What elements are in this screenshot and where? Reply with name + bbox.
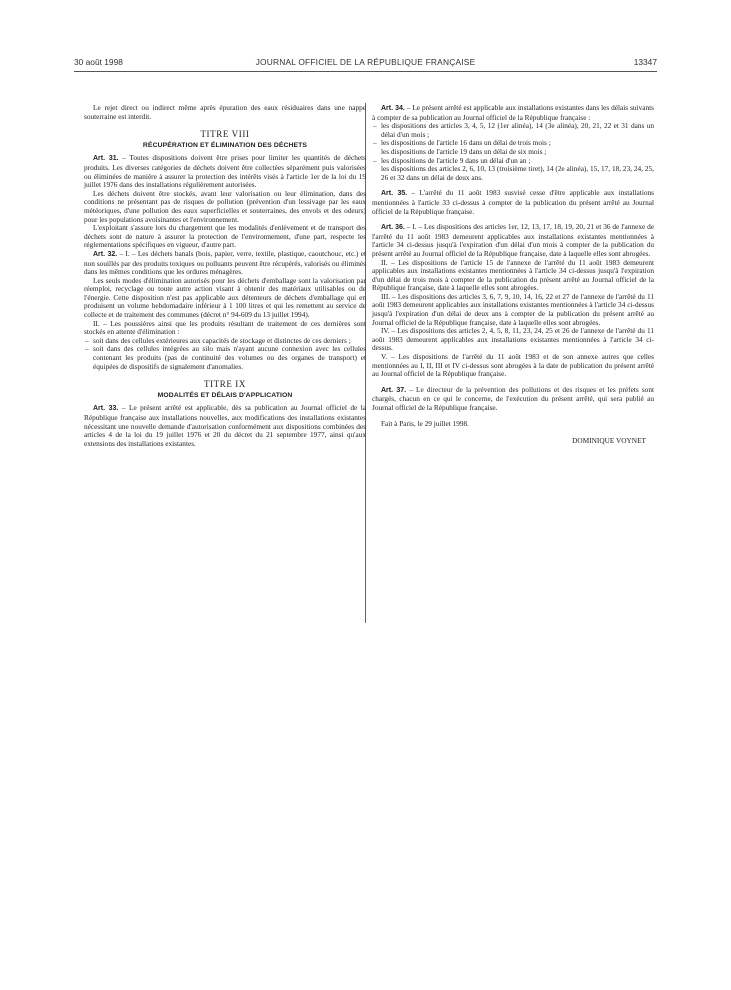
titre-ix-heading: TITRE IX [203, 379, 247, 390]
article-35-paragraph-1 [372, 189, 654, 216]
article-33-paragraph-1 [84, 404, 366, 448]
header-page-number: 13347 [633, 57, 657, 67]
list-item: les dispositions des articles 2, 6, 10, 13 (troisième tiret), 14 (2e alinéa), 15, 17, 18, 23, 24, 25, 26 et 32 dans un délai de deux ans. [381, 164, 654, 182]
article-35-label: Art. 35. [381, 190, 408, 198]
article-37-label: Art. 37. [381, 386, 407, 394]
article-32-label: Art. 32. [93, 250, 118, 258]
titre-ix-subtitle: MODALITÉS ET DÉLAIS D'APPLICATION [157, 391, 293, 399]
article-36-text-1: – I. – Les dispositions des articles 1er, 12, 13, 17, 18, 19, 20, 21 et 36 de l'annexe de l'arrêté du 11 août 1983 demeurent applicables aux installations existantes mentionnées à l'article 34 ci-dessus jusqu'à l'expiration d'un délai d'un mois à compter de la publication du présent arrêté au Journal officiel de la République française, date à laquelle elles sont abrogées. [372, 222, 655, 258]
header-rule [74, 71, 657, 72]
left-column [84, 104, 366, 448]
article-32-paragraph-1 [84, 250, 366, 277]
article-33-text-1: – Le présent arrêté est applicable, dès sa publication au Journal officiel de la République française aux installations nouvelles, aux modifications des installations existantes nécessitant une nouvelle demande d'autorisation conformément aux dispositions combinées des articles 4 de la loi du 19 juillet 1976 et 20 du décret du 21 septembre 1977, ainsi qu'aux extensions des installations existantes. [84, 403, 367, 448]
article-36-paragraph-4: IV. – Les dispositions des articles 2, 4, 5, 8, 11, 23, 24, 25 et 26 de l'annexe de l'arrêté du 11 août 1983 demeurent applicables aux installations existantes mentionnées à l'article 34 ci-dessus. [372, 326, 654, 353]
article-36-label: Art. 36. [381, 224, 405, 232]
article-34-text-1: – Le présent arrêté est applicable aux installations existantes dans les délais suivants à compter de sa publication au Journal officiel de la République française : [372, 103, 654, 122]
article-31-text-1: – Toutes dispositions doivent être prises pour limiter les quantités de déchets produits. Les diverses catégories de déchets doivent être collectées séparément puis valorisées ou éliminées de manière à assurer la protection des intérêts visés à l'article 1er de la loi du 19 juillet 1976 dans des installations régulièrement autorisées. [84, 153, 366, 190]
article-32-list [84, 337, 366, 371]
date-and-place: Fait à Paris, le 29 juillet 1998. [381, 418, 469, 428]
list-item: – soit dans des cellules extérieures aux capacités de stockage et distinctes de ces derniers ; [84, 337, 366, 346]
list-item: – soit dans des cellules intégrées au silo mais n'ayant aucune connexion avec les cellules contenant les produits (pas de continuité des volumes ou des organes de transport) et équipées de dispositifs de signalement d'anomalies. [84, 345, 366, 371]
article-35-text-1: – L'arrêté du 11 août 1983 susvisé cesse d'être applicable aux installations mentionnées à l'article 33 ci-dessus à compter de la publication du présent arrêté au Journal officiel de la République française. [372, 188, 654, 216]
signature: DOMINIQUE VOYNET [572, 436, 646, 446]
article-34-paragraph-1 [372, 104, 654, 122]
article-36-paragraph-2: II. – Les dispositions de l'article 15 de l'annexe de l'arrêté du 11 août 1983 demeurent applicables aux installations existantes mentionnées à l'article 34 ci-dessus jusqu'à l'expiration d'un délai de trois mois à compter de la publication du présent arrêté au Journal officiel de la République française, date à laquelle elles sont abrogées. [372, 257, 654, 293]
article-32-paragraph-2: Les seuls modes d'élimination autorisés pour les déchets d'emballage sont la valorisation par réemploi, recyclage ou toute autre action visant à obtenir des matériaux utilisables ou de l'énergie. Cette disposition n'est pas applicable aux détenteurs de déchets d'emballage qui en produisent un volume hebdomadaire inférieur à 1 100 litres et qui les remettent au service de collecte et de traitement des communes (décret n° 94-609 du 13 juillet 1994). [84, 275, 366, 320]
article-31-label: Art. 31. [93, 155, 119, 163]
page-header [74, 57, 657, 71]
header-date: 30 août 1998 [74, 57, 123, 67]
header-journal-title: JOURNAL OFFICIEL DE LA RÉPUBLIQUE FRANÇAISE [255, 57, 476, 67]
article-37-paragraph-1 [372, 386, 654, 413]
article-36-paragraph-3: III. – Les dispositions des articles 3, 6, 7, 9, 10, 14, 16, 22 et 27 de l'annexe de l'arrêté du 11 août 1983 demeurent applicables aux installations existantes mentionnées à l'article 34 ci-dessus jusqu'à l'expiration d'un délai de deux ans à compter de la publication du présent arrêté au Journal officiel de la République française, date à laquelle elles sont abrogées. [372, 291, 654, 327]
article-32-text-1: – I. – Les déchets banals (bois, papier, verre, textile, plastique, caoutchouc, etc.) et non souillés par des produits toxiques ou polluants peuvent être récupérés, valorisés ou éliminés dans les mêmes conditions que les ordures ménagères. [84, 248, 366, 277]
article-34-list [372, 122, 654, 182]
article-36-paragraph-1 [372, 223, 654, 258]
article-32-paragraph-3: II. – Les poussières ainsi que les produits résultant de traitement de ces dernières sont stockés en attente d'élimination : [84, 318, 366, 337]
article-33-label: Art. 33. [93, 405, 119, 413]
list-item: – les dispositions des articles 3, 4, 5, 12 (1er alinéa), 14 (3e alinéa), 20, 21, 22 et 31 dans un délai d'un mois ; [372, 122, 654, 139]
titre-viii-subtitle: RÉCUPÉRATION ET ÉLIMINATION DES DÉCHETS [142, 141, 308, 149]
intro-paragraph: Le rejet direct ou indirect même après épuration des eaux résiduaires dans une nappe souterraine est interdit. [84, 103, 366, 121]
article-31-paragraph-1 [84, 154, 366, 189]
titre-viii-heading: TITRE VIII [200, 129, 250, 140]
article-36-paragraph-5: V. – Les dispositions de l'arrêté du 11 août 1983 et de son annexe autres que celles mentionnées au I, II, III et IV ci-dessus sont abrogées à la date de publication du présent arrêté au Journal officiel de la République française. [372, 352, 654, 379]
article-37-text-1: – Le directeur de la prévention des pollutions et des risques et les préfets sont chargés, chacun en ce qui le concerne, de l'exécution du présent arrêté, qui sera publié au Journal officiel de la République française. [372, 384, 654, 412]
list-item: – les dispositions de l'article 9 dans un délai d'un an ; [372, 157, 654, 166]
article-31-paragraph-3: L'exploitant s'assure lors du chargement que les modalités d'enlèvement et de transport des déchets sont de nature à assurer la protection de l'environnement, d'une part, respecte les réglementations spécifiques en vigueur, d'autre part. [84, 223, 366, 250]
list-item: les dispositions de l'article 19 dans un délai de six mois ; [381, 146, 547, 156]
right-column [372, 104, 654, 446]
article-34-label: Art. 34. [381, 105, 405, 112]
list-item: – les dispositions de l'article 16 dans un délai de trois mois ; [372, 139, 654, 148]
article-31-paragraph-2: Les déchets doivent être stockés, avant leur valorisation ou leur élimination, dans des conditions ne présentant pas de risques de pollution (prévention d'un lessivage par les eaux météoriques, d'une pollution des eaux superficielles et souterraines, des envols et des odeurs) pour les populations avoisinantes et l'environnement. [84, 188, 366, 224]
